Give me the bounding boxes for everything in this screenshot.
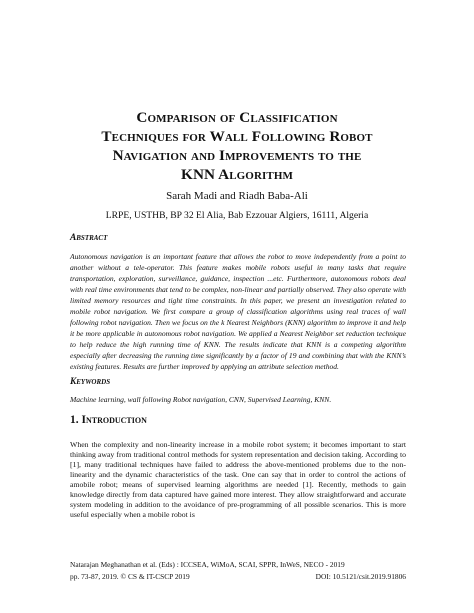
title-line: Techniques for Wall Following Robot <box>101 128 373 145</box>
keywords-text: Machine learning, wall following Robot navigation, CNN, Supervised Learning, KNN. <box>70 395 332 404</box>
abstract-text: Autonomous navigation is an important feature that allows the robot to move independently from a point to another without a tele-operator. This feature makes mobile robots useful in many tasks that require transportation, exploration, surveillance, guidance, inspection ...etc. Furthermore, autonomous robots deal with real time environments that tend to be complex, non-linear and partially observed. They also operate with limited memory resources and tight time constraints. In this paper, we present an investigation related to mobile robot navigation. We first compare a group of classification algorithms using real traces of wall following robot navigation. Then we focus on the k Nearest Neighbors (KNN) algorithm to improve it and help it be more applicable in autonomous robot navigation. We applied a Nearest Neighbor set reduction technique to help reduce the high running time of KNN. The results indicate that KNN is a competing algorithm especially after decreasing the running time significantly by a factor of 19 and combining that with the KNN’s existing features. Results are further improved by applying an attribute selection method. <box>70 252 406 371</box>
introduction-text: When the complexity and non-linearity increase in a mobile robot system; it becomes important to start thinking away from traditional control methods for system representation and decision taking. According to [1], many traditional techniques have failed to address the above-mentioned problems due to the non-linearity and the dynamic characteristics of the task. One can say that in order to control the actions of amobile robot; means of supervised learning algorithms are needed [1]. Recently, methods to gain knowledge directly from data captured have gained more interest. They allow straightforward and accurate system modeling in addition to the avoidance of pre-programming of all possible scenarios. This is more useful especially when a mobile robot is <box>70 440 406 519</box>
footer-citation <box>70 572 406 581</box>
title-line: Comparison of Classification <box>136 109 338 126</box>
footer-pages: pp. 73-87, 2019. © CS & IT-CSCP 2019 <box>70 572 190 581</box>
title-line: Navigation and Improvements to the <box>112 147 362 164</box>
affiliation: LRPE, USTHB, BP 32 El Alia, Bab Ezzouar Algiers, 16111, Algeria <box>105 210 369 221</box>
introduction-heading: 1. Introduction <box>70 414 147 426</box>
footer-doi: DOI: 10.5121/csit.2019.91806 <box>315 572 406 581</box>
authors: Sarah Madi and Riadh Baba-Ali <box>166 190 308 202</box>
abstract-heading: Abstract <box>70 233 108 243</box>
footer-proceedings: Natarajan Meghanathan et al. (Eds) : ICCSEA, WiMoA, SCAI, SPPR, InWeS, NECO - 2019 <box>70 560 345 569</box>
title-line: KNN Algorithm <box>181 166 293 183</box>
keywords-heading: Keywords <box>70 377 111 387</box>
paper-title <box>60 108 414 184</box>
